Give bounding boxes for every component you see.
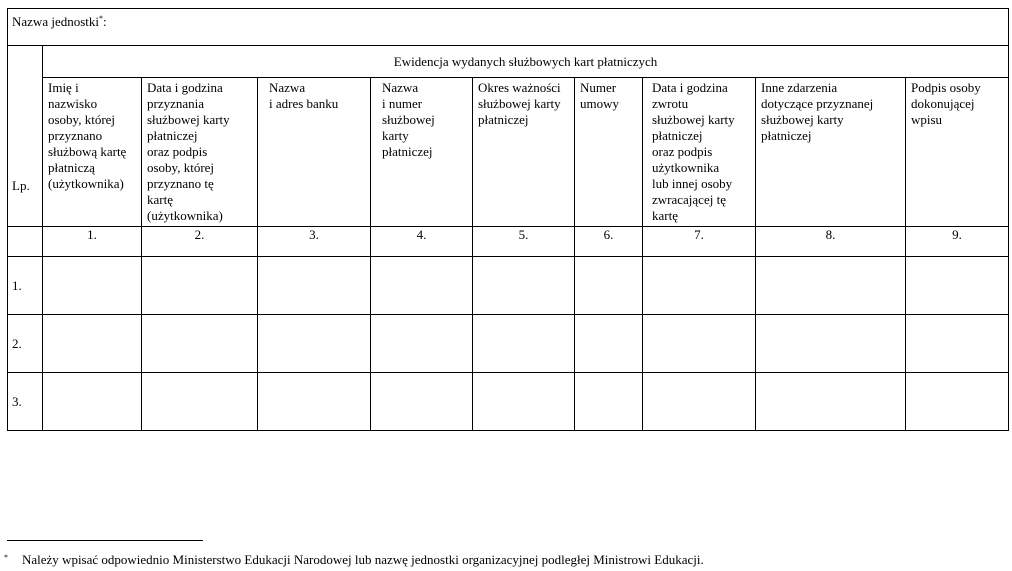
table-cell[interactable] (643, 315, 756, 373)
row-number: 2. (8, 315, 43, 373)
table-cell[interactable] (643, 257, 756, 315)
column-number-3: 3. (258, 227, 371, 257)
column-header-4: Nazwa i numer służbowej karty płatniczej (371, 78, 473, 227)
unit-name-label: Nazwa jednostki (12, 14, 100, 29)
table-cell[interactable] (142, 257, 258, 315)
footnote-separator (7, 540, 203, 541)
column-number-row (8, 227, 1009, 257)
table-cell[interactable] (756, 373, 906, 431)
table-cell[interactable] (473, 315, 575, 373)
table-cell[interactable] (906, 257, 1009, 315)
table-cell[interactable] (906, 373, 1009, 431)
table-cell[interactable] (575, 315, 643, 373)
table-cell[interactable] (142, 373, 258, 431)
table-cell[interactable] (643, 373, 756, 431)
table-cell[interactable] (906, 315, 1009, 373)
column-header-7: Data i godzina zwrotu służbowej karty płatniczej oraz podpis użytkownika lub innej osoby zwracającej tę kartę (643, 78, 756, 227)
row-number: 3. (8, 373, 43, 431)
table-cell[interactable] (371, 315, 473, 373)
column-header-6: Numer umowy (575, 78, 643, 227)
column-number-empty (8, 227, 43, 257)
table-row (8, 257, 1009, 315)
table-cell[interactable] (756, 315, 906, 373)
column-header-9: Podpis osoby dokonującej wpisu (906, 78, 1009, 227)
column-number-6: 6. (575, 227, 643, 257)
table-cell[interactable] (371, 257, 473, 315)
unit-name-colon: : (103, 14, 107, 29)
table-title: Ewidencja wydanych służbowych kart płatniczych (43, 46, 1009, 78)
column-number-4: 4. (371, 227, 473, 257)
column-number-7: 7. (643, 227, 756, 257)
table-cell[interactable] (473, 257, 575, 315)
column-header-3: Nazwa i adres banku (258, 78, 371, 227)
column-number-9: 9. (906, 227, 1009, 257)
table-cell[interactable] (258, 373, 371, 431)
footnote (4, 552, 1004, 568)
table-cell[interactable] (43, 315, 142, 373)
table-cell[interactable] (473, 373, 575, 431)
table-cell[interactable] (575, 257, 643, 315)
table-row (8, 315, 1009, 373)
column-number-2: 2. (142, 227, 258, 257)
table-cell[interactable] (142, 315, 258, 373)
unit-name-footnote-mark: * (99, 14, 104, 23)
column-number-8: 8. (756, 227, 906, 257)
card-register-table (7, 8, 1009, 431)
footnote-text: Należy wpisać odpowiednio Ministerstwo Edukacji Narodowej lub nazwę jednostki organizacyjnej podległej Ministrowi Edukacji. (22, 552, 704, 567)
column-number-1: 1. (43, 227, 142, 257)
lp-header-label: Lp. (12, 178, 30, 193)
table-cell[interactable] (575, 373, 643, 431)
column-header-8: Inne zdarzenia dotyczące przyznanej służbowej karty płatniczej (756, 78, 906, 227)
table-row (8, 373, 1009, 431)
table-cell[interactable] (43, 257, 142, 315)
unit-name-cell[interactable] (8, 9, 1009, 46)
lp-header (8, 46, 43, 227)
column-header-5: Okres ważności służbowej karty płatniczej (473, 78, 575, 227)
column-header-2: Data i godzina przyznania służbowej karty płatniczej oraz podpis osoby, której przyznano tę kartę (użytkownika) (142, 78, 258, 227)
table-cell[interactable] (371, 373, 473, 431)
footnote-mark: * (4, 553, 8, 562)
column-header-1: Imię i nazwisko osoby, której przyznano służbową kartę płatniczą (użytkownika) (43, 78, 142, 227)
table-cell[interactable] (258, 315, 371, 373)
table-cell[interactable] (258, 257, 371, 315)
table-cell[interactable] (43, 373, 142, 431)
column-number-5: 5. (473, 227, 575, 257)
row-number: 1. (8, 257, 43, 315)
table-cell[interactable] (756, 257, 906, 315)
